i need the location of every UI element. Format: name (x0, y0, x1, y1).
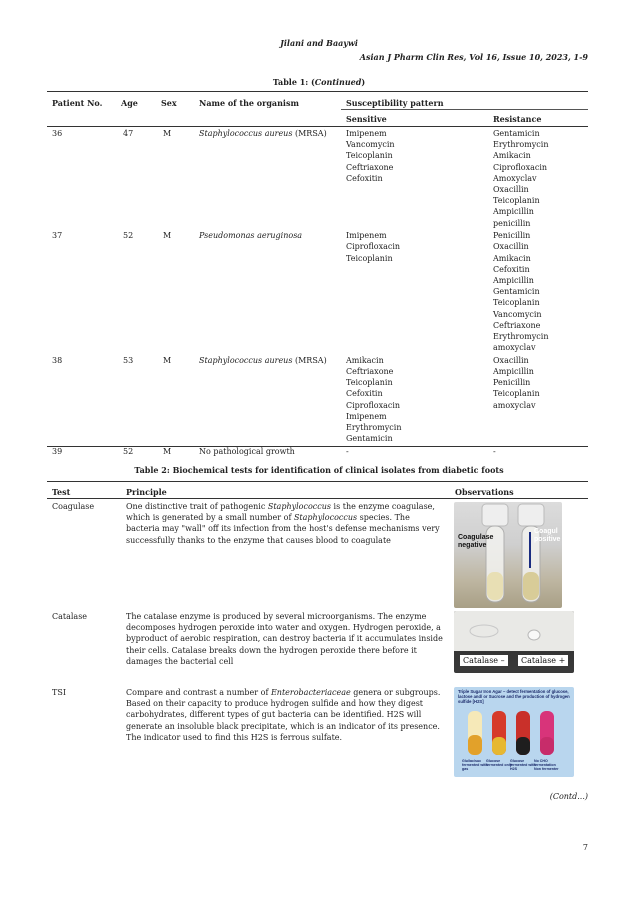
tsi-tube-label: Glucose fermented with H2S (510, 759, 536, 772)
antibiotic: Erythromycin (493, 332, 549, 342)
patient-age: 52 (123, 446, 134, 456)
antibiotic: Ampicillin (493, 276, 534, 285)
patient-age: 47 (123, 129, 134, 138)
page-number: 7 (582, 843, 588, 852)
antibiotic: Amoxyclav (493, 173, 537, 183)
antibiotic: Erythromycin (493, 140, 549, 150)
test-principle: The catalase enzyme is produced by several microorganisms. The enzyme decomposes hydrogen peroxide into water and oxygen. Hydrogen peroxide, a byproduct of aerobic respiration, can destroy bacteria if it accumulates inside their cells. Catalase breaks down the hydrogen peroxide there before it damages the bacterial cell (126, 612, 443, 666)
patient-no: 38 (52, 355, 63, 365)
antibiotic: - (346, 446, 349, 456)
antibiotic: amoxyclav (493, 343, 536, 353)
antibiotic: Ceftriaxone (346, 367, 394, 376)
patient-no: 36 (52, 129, 63, 138)
antibiotic: Gentamicin (493, 287, 540, 297)
test-name: Catalase (52, 612, 88, 621)
antibiotic: Ciprofloxacin (346, 400, 401, 410)
antibiotic: Ciprofloxacin (493, 162, 548, 172)
th-observations: Observations (455, 487, 514, 497)
antibiotic: Vancomycin (346, 140, 395, 150)
sensitive-list (346, 446, 349, 457)
test-name: Coagulase (52, 502, 95, 511)
test-principle: Compare and contrast a number of Enterobacteriaceae genera or subgroups. Based on their capacity to produce hydrogen sulfide and how they digest carbohydrates, different types of gut bacteria can be identified. H2S will generate an insoluble black precipitate, which is an indicator of its presence. The indicator used to find this H2S is ferrous sulfate. (126, 688, 441, 742)
th-organism: Name of the organism (199, 98, 299, 108)
antibiotic: Cefoxitin (346, 389, 383, 399)
th-sensitive: Sensitive (346, 114, 387, 124)
antibiotic: Amikacin (346, 355, 384, 365)
antibiotic: Teicoplanin (346, 378, 393, 388)
tsi-tube-label: Glu/lac/suc fermented with gas (462, 759, 488, 772)
antibiotic: Penicillin (493, 378, 531, 388)
running-header-authors: Jilani and Baaywi (280, 38, 358, 48)
antibiotic: Teicoplanin (493, 196, 540, 206)
tsi-tube-label: Glucose fermented only (486, 759, 512, 768)
antibiotic: Ceftriaxone (346, 162, 394, 172)
antibiotic: Amikacin (493, 151, 531, 161)
resistance-list (493, 128, 549, 229)
antibiotic: Cefoxitin (346, 173, 383, 183)
antibiotic: - (493, 446, 496, 456)
coagulase-test-photo: Coagulase negative Coagul positive (454, 502, 562, 608)
th-principle: Principle (126, 487, 167, 497)
organism-name: No pathological growth (199, 446, 295, 456)
resistance-list (493, 355, 540, 411)
antibiotic: Penicillin (493, 231, 531, 241)
organism-name: Staphylococcus aureus (MRSA) (199, 129, 327, 138)
tsi-test-photo: Triple Sugar Iron Agar – detect fermentation of glucose, lactose and/ or Sucrose and the production of hydrogen sulfide [H2S] Glu/lac/suc fermented with gas Glucose fermented only Glucose fermented with H2S No CHO fermentation Non fermenter (454, 687, 574, 777)
continued-note: (Contd...) (549, 792, 588, 801)
th-test: Test (52, 487, 71, 497)
patient-sex: M (163, 231, 172, 241)
th-patient: Patient No. (52, 98, 103, 108)
th-resistance: Resistance (493, 114, 542, 124)
patient-sex: M (163, 129, 172, 138)
antibiotic: Imipenem (346, 411, 387, 421)
catalase-test-photo: Catalase – Catalase + (454, 611, 574, 673)
organism-name: Staphylococcus aureus (MRSA) (199, 355, 327, 365)
antibiotic: Ciprofloxacin (346, 242, 401, 252)
th-age: Age (121, 98, 138, 108)
antibiotic: Amikacin (493, 253, 531, 263)
patient-age: 52 (123, 231, 134, 241)
table2-caption: Table 2: Biochemical tests for identification of clinical isolates from diabetic foots (134, 465, 504, 475)
patient-no: 39 (52, 446, 63, 456)
table1-header-rule (47, 126, 588, 127)
table1-bottom-rule (47, 446, 588, 447)
th-pattern: Susceptibility pattern (346, 98, 444, 108)
antibiotic: Oxacillin (493, 242, 529, 252)
antibiotic: penicillin (493, 218, 531, 228)
patient-sex: M (163, 355, 172, 365)
sensitive-list (346, 128, 395, 184)
antibiotic: Erythromycin (346, 423, 402, 433)
antibiotic: Gentamicin (493, 129, 540, 138)
antibiotic: Cefoxitin (493, 264, 530, 274)
antibiotic: Ampicillin (493, 207, 534, 217)
antibiotic: Teicoplanin (493, 389, 540, 399)
organism-name: Pseudomonas aeruginosa (199, 231, 303, 241)
antibiotic: Ampicillin (493, 367, 534, 376)
table2-top-rule (47, 481, 588, 482)
test-name: TSI (52, 688, 66, 697)
antibiotic: Imipenem (346, 231, 387, 241)
antibiotic: Vancomycin (493, 309, 542, 319)
patient-no: 37 (52, 231, 63, 241)
resistance-list (493, 230, 549, 353)
resistance-list (493, 446, 496, 457)
antibiotic: Teicoplanin (346, 151, 393, 161)
patient-sex: M (163, 446, 172, 456)
test-principle: One distinctive trait of pathogenic Staphylococcus is the enzyme coagulase, which is generated by a small number of Staphylococcus species. The bacteria may "wall" off its infection from the host's defense mechanisms very successfully thanks to the enzyme that causes blood to coagulate (126, 502, 440, 545)
antibiotic: amoxyclav (493, 400, 536, 410)
pattern-subrule (341, 109, 588, 110)
table1-caption: Table 1: (Continued) (272, 77, 366, 87)
antibiotic: Teicoplanin (346, 253, 393, 263)
running-header-journal: Asian J Pharm Clin Res, Vol 16, Issue 10, 2023, 1-9 (359, 52, 588, 62)
antibiotic: Gentamicin (346, 434, 393, 444)
th-sex: Sex (161, 98, 177, 108)
antibiotic: Ceftriaxone (493, 320, 541, 330)
antibiotic: Oxacillin (493, 355, 529, 365)
antibiotic: Imipenem (346, 129, 387, 138)
sensitive-list (346, 355, 402, 445)
tsi-tube-label: No CHO fermentation Non fermenter (534, 759, 559, 772)
patient-age: 53 (123, 355, 134, 365)
sensitive-list (346, 230, 400, 264)
antibiotic: Oxacillin (493, 185, 529, 195)
antibiotic: Teicoplanin (493, 298, 540, 308)
table2-header-rule (47, 498, 588, 499)
table1-top-rule (47, 91, 588, 92)
